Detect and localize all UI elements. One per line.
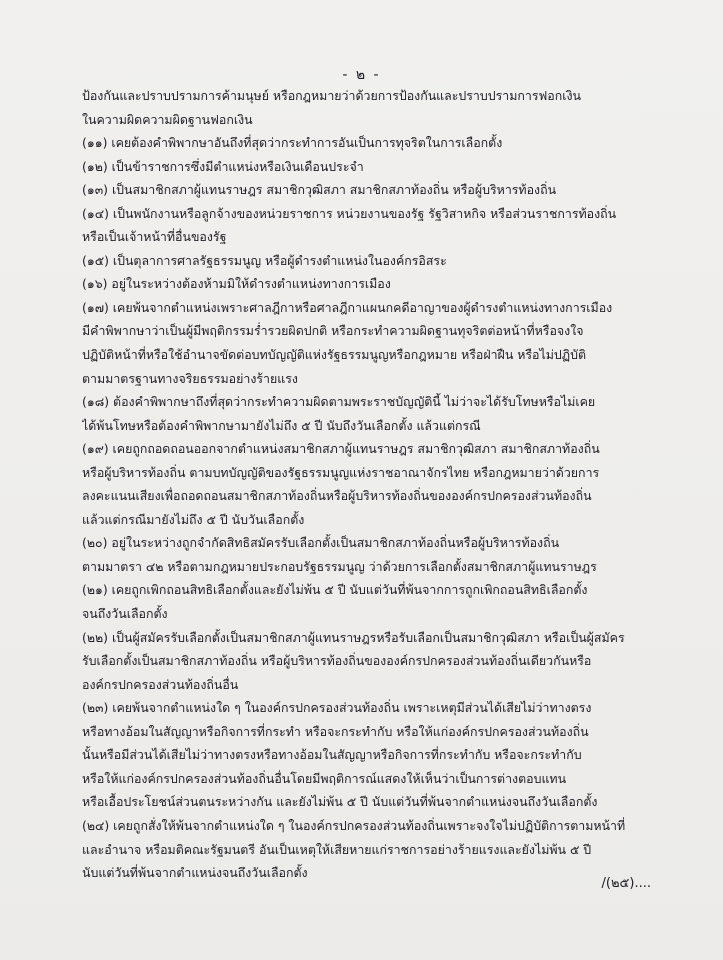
continuation-reference: /(๒๕)....: [601, 876, 651, 891]
text-line: ตามมาตรา ๔๒ หรือตามกฎหมายประกอบรัฐธรรมนูญ ว่าด้วยการเลือกตั้งสมาชิกสภาผู้แทนราษฎร: [82, 558, 597, 574]
text-line: (๒๒) เป็นผู้สมัครรับเลือกตั้งเป็นสมาชิกสภาผู้แทนราษฎรหรือรับเลือกเป็นสมาชิกวุฒิสภา หรือเป็นผู้สมัคร: [82, 629, 625, 645]
text-line: (๒๑) เคยถูกเพิกถอนสิทธิเลือกตั้งและยังไม่พ้น ๕ ปี นับแต่วันที่พ้นจากการถูกเพิกถอนสิทธิเลือกตั้ง: [82, 582, 588, 598]
text-line: ได้พ้นโทษหรือต้องคำพิพากษามายังไม่ถึง ๕ ปี นับถึงวันเลือกตั้ง แล้วแต่กรณี: [82, 417, 481, 433]
text-line: ตามมาตรฐานทางจริยธรรมอย่างร้ายแรง: [82, 370, 298, 386]
text-line: หรือให้แก่องค์กรปกครองส่วนท้องถิ่นอื่นโดยมีพฤติการณ์แสดงให้เห็นว่าเป็นการต่างตอบแทน: [82, 770, 567, 786]
text-line: ในความผิดความผิดฐานฟอกเงิน: [82, 111, 253, 127]
text-line: (๑๓) เป็นสมาชิกสภาผู้แทนราษฎร สมาชิกวุฒิสภา สมาชิกสภาท้องถิ่น หรือผู้บริหารท้องถิ่น: [82, 182, 557, 198]
body-text: [82, 84, 654, 885]
text-line: (๑๙) เคยถูกถอดถอนออกจากตำแหน่งสมาชิกสภาผู้แทนราษฎร สมาชิกวุฒิสภา สมาชิกสภาท้องถิ่น: [82, 441, 600, 457]
text-line: (๑๕) เป็นตุลาการศาลรัฐธรรมนูญ หรือผู้ดำรงตำแหน่งในองค์กรอิสระ: [82, 252, 447, 268]
text-line: หรือผู้บริหารท้องถิ่น ตามบทบัญญัติของรัฐธรรมนูญแห่งราชอาณาจักรไทย หรือกฎหมายว่าด้วยการ: [82, 464, 600, 480]
text-line: (๒๓) เคยพ้นจากตำแหน่งใด ๆ ในองค์กรปกครองส่วนท้องถิ่น เพราะเหตุมีส่วนได้เสียไม่ว่าทางตรง: [82, 700, 592, 716]
text-line: และอำนาจ หรือมติคณะรัฐมนตรี อันเป็นเหตุให้เสียหายแก่ราชการอย่างร้ายแรงและยังไม่พ้น ๕ ปี: [82, 841, 592, 857]
text-line: (๑๗) เคยพ้นจากตำแหน่งเพราะศาลฎีกาหรือศาลฎีกาแผนกคดีอาญาของผู้ดำรงตำแหน่งทางการเมือง: [82, 299, 613, 315]
text-line: หรือทางอ้อมในสัญญาหรือกิจการที่กระทำ หรือจะกระทำกับ หรือให้แก่องค์กรปกครองส่วนท้องถิ่น: [82, 723, 589, 739]
text-line: นั้นหรือมีส่วนได้เสียไม่ว่าทางตรงหรือทางอ้อมในสัญญาหรือกิจการที่กระทำกับ หรือจะกระทำกับ: [82, 747, 582, 763]
text-line: มีคำพิพากษาว่าเป็นผู้มีพฤติกรรมร่ำรวยผิดปกติ หรือกระทำความผิดฐานทุจริตต่อหน้าที่หรือจงใจ: [82, 323, 584, 339]
text-line: ป้องกันและปราบปรามการค้ามนุษย์ หรือกฎหมายว่าด้วยการป้องกันและปราบปรามการฟอกเงิน: [82, 88, 581, 103]
text-line: (๑๔) เป็นพนักงานหรือลูกจ้างของหน่วยราชการ หน่วยงานของรัฐ รัฐวิสาหกิจ หรือส่วนราชการท้องถิ่น: [82, 205, 617, 221]
text-line: (๑๒) เป็นข้าราชการซึ่งมีตำแหน่งหรือเงินเดือนประจำ: [82, 158, 364, 174]
text-line: นับแต่วันที่พ้นจากตำแหน่งจนถึงวันเลือกตั้ง: [82, 865, 308, 881]
text-line: แล้วแต่กรณีมายังไม่ถึง ๕ ปี นับวันเลือกตั้ง: [82, 511, 305, 527]
text-line: หรือเป็นเจ้าหน้าที่อื่นของรัฐ: [82, 229, 227, 245]
page-number: - ๒ -: [342, 67, 381, 83]
text-line: รับเลือกตั้งเป็นสมาชิกสภาท้องถิ่น หรือผู้บริหารท้องถิ่นขององค์กรปกครองส่วนท้องถิ่นเดียวกันหรือ: [82, 653, 592, 669]
text-line: ลงคะแนนเสียงเพื่อถอดถอนสมาชิกสภาท้องถิ่นหรือผู้บริหารท้องถิ่นขององค์กรปกครองส่วนท้องถิ่น: [82, 488, 592, 504]
text-line: (๑๘) ต้องคำพิพากษาถึงที่สุดว่ากระทำความผิดตามพระราชบัญญัตินี้ ไม่ว่าจะได้รับโทษหรือไม่เคย: [82, 394, 596, 410]
text-line: (๒๐) อยู่ในระหว่างถูกจำกัดสิทธิสมัครรับเลือกตั้งเป็นสมาชิกสภาท้องถิ่นหรือผู้บริหารท้องถิ่น: [82, 535, 560, 551]
text-line: (๒๔) เคยถูกสั่งให้พ้นจากตำแหน่งใด ๆ ในองค์กรปกครองส่วนท้องถิ่นเพราะจงใจไม่ปฏิบัติการตามหน้าที่: [82, 817, 626, 833]
text-line: (๑๑) เคยต้องคำพิพากษาอันถึงที่สุดว่ากระทำการอันเป็นการทุจริตในการเลือกตั้ง: [82, 135, 503, 151]
text-line: หรือเอื้อประโยชน์ส่วนตนระหว่างกัน และยังไม่พ้น ๕ ปี นับแต่วันที่พ้นจากตำแหน่งจนถึงวันเลือกตั้ง: [82, 794, 598, 810]
text-line: จนถึงวันเลือกตั้ง: [82, 606, 168, 622]
text-line: ปฏิบัติหน้าที่หรือใช้อำนาจขัดต่อบทบัญญัติแห่งรัฐธรรมนูญหรือกฎหมาย หรือฝ่าฝืน หรือไม่ปฏิบัติ: [82, 347, 586, 363]
text-line: (๑๖) อยู่ในระหว่างต้องห้ามมิให้ดำรงตำแหน่งทางการเมือง: [82, 276, 391, 292]
text-line: องค์กรปกครองส่วนท้องถิ่นอื่น: [82, 676, 239, 692]
